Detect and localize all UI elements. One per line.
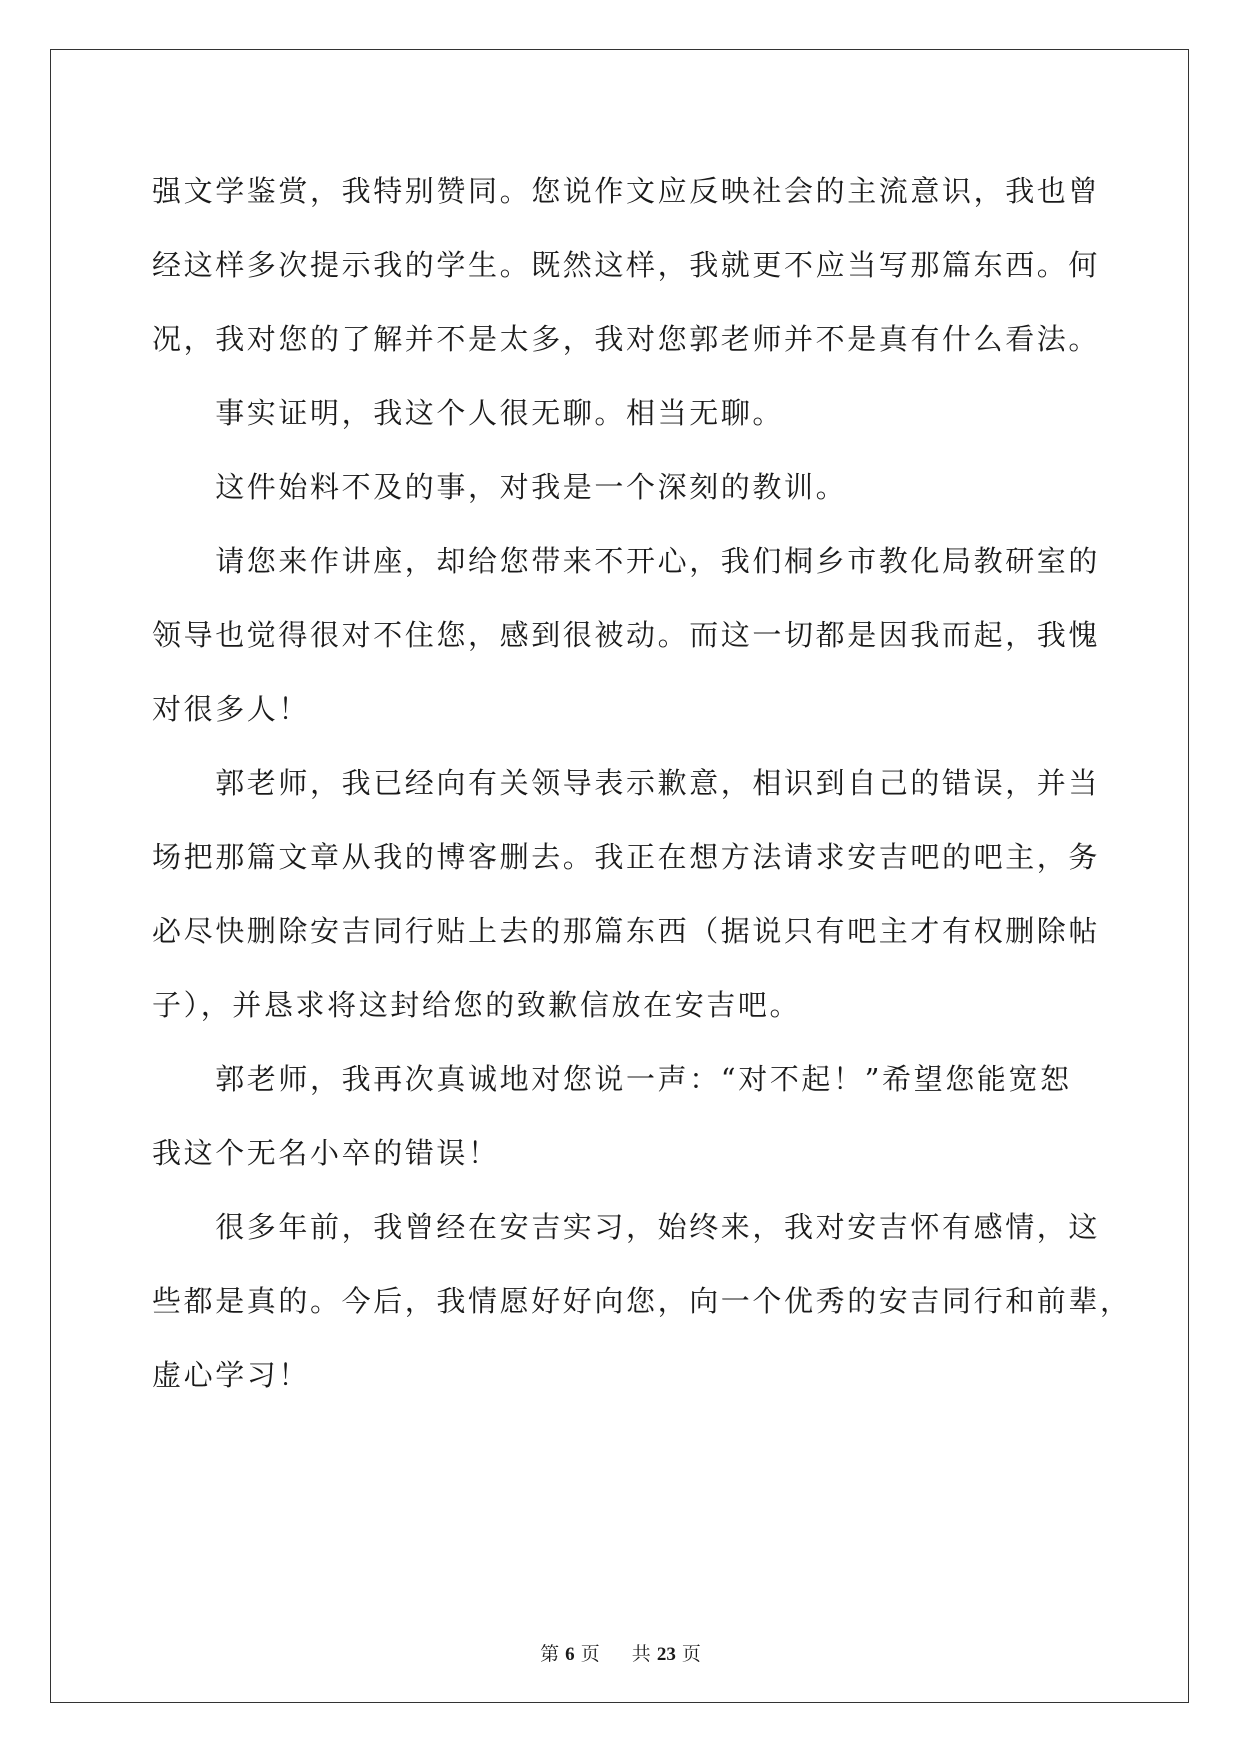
- text-line: 对很多人！: [152, 692, 311, 726]
- text-line: 郭老师，我已经向有关领导表示歉意，相识到自己的错误，并当: [152, 766, 1101, 800]
- text-line: 领导也觉得很对不住您，感到很被动。而这一切都是因我而起，我愧: [152, 618, 1101, 652]
- total-unit: 页: [681, 1643, 701, 1665]
- total-prefix: 共: [631, 1643, 651, 1665]
- text-line: 况，我对您的了解并不是太多，我对您郭老师并不是真有什么看法。: [152, 322, 1101, 356]
- text-line: 强文学鉴赏，我特别赞同。您说作文应反映社会的主流意识，我也曾: [152, 174, 1101, 208]
- text-line: 事实证明，我这个人很无聊。相当无聊。: [152, 396, 785, 430]
- text-line: 我这个无名小卒的错误！: [152, 1136, 500, 1170]
- text-line: 郭老师，我再次真诚地对您说一声：“对不起！”希望您能宽恕: [152, 1062, 1072, 1096]
- page-prefix: 第: [540, 1643, 560, 1665]
- page-number: 6: [565, 1644, 575, 1665]
- text-line: 经这样多次提示我的学生。既然这样，我就更不应当写那篇东西。何: [152, 248, 1101, 282]
- page-unit: 页: [580, 1643, 600, 1665]
- page-footer: [0, 1642, 1241, 1667]
- text-line: 这件始料不及的事，对我是一个深刻的教训。: [152, 470, 848, 504]
- text-line: 场把那篇文章从我的博客删去。我正在想方法请求安吉吧的吧主，务: [152, 840, 1101, 874]
- text-line: 请您来作讲座，却给您带来不开心，我们桐乡市教化局教研室的: [152, 544, 1101, 578]
- total-pages: 23: [656, 1644, 676, 1665]
- text-line: 很多年前，我曾经在安吉实习，始终来，我对安吉怀有感情，这: [152, 1210, 1101, 1244]
- text-line: 虚心学习！: [152, 1358, 311, 1392]
- text-line: 些都是真的。今后，我情愿好好向您，向一个优秀的安吉同行和前辈，: [152, 1284, 1132, 1318]
- text-line: 必尽快删除安吉同行贴上去的那篇东西（据说只有吧主才有权删除帖: [152, 914, 1101, 948]
- text-line: 子），并恳求将这封给您的致歉信放在安吉吧。: [152, 988, 802, 1022]
